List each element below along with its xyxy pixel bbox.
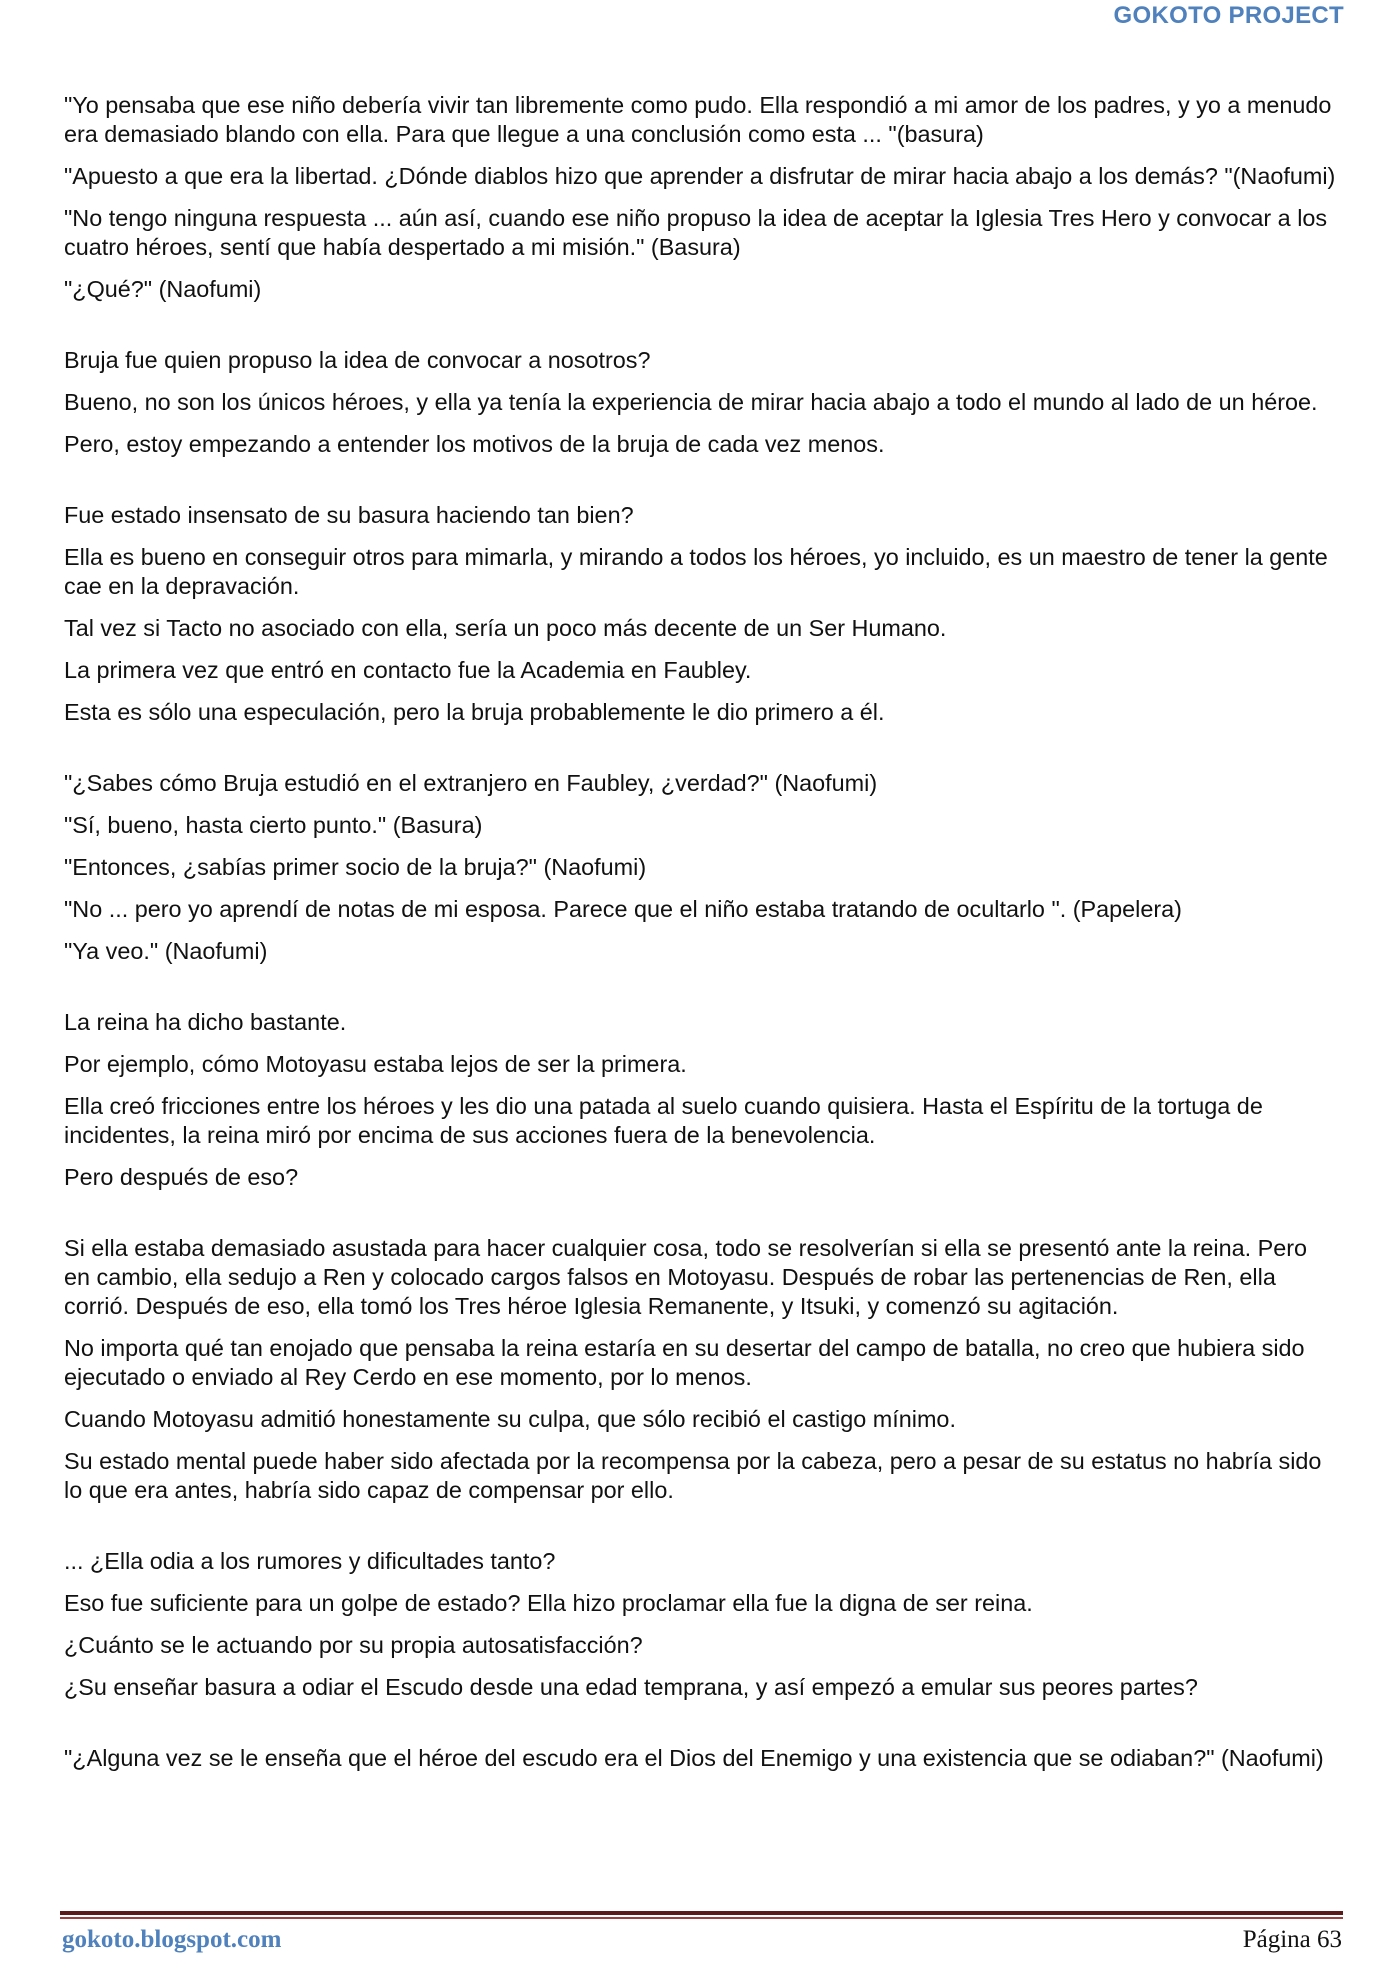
footer-rule-thick <box>60 1911 1343 1915</box>
paragraph: ... ¿Ella odia a los rumores y dificultades tanto? <box>64 1548 556 1574</box>
paragraph: Pero, estoy empezando a entender los motivos de la bruja de cada vez menos. <box>64 431 885 457</box>
paragraph: "Ya veo." (Naofumi) <box>64 938 268 964</box>
paragraph: Ella creó fricciones entre los héroes y les dio una patada al suelo cuando quisiera. Hasta el Espíritu de la tortuga de incidentes, la reina miró por encima de sus acciones fuera de la benevolencia. <box>64 1093 1263 1148</box>
paragraph: "Entonces, ¿sabías primer socio de la bruja?" (Naofumi) <box>64 854 647 880</box>
footer-site-link[interactable]: gokoto.blogspot.com <box>62 1926 282 1953</box>
paragraph: Fue estado insensato de su basura haciendo tan bien? <box>64 502 634 528</box>
paragraph: Su estado mental puede haber sido afectada por la recompensa por la cabeza, pero a pesar de su estatus no habría sido lo que era antes, habría sido capaz de compensar por ello. <box>64 1448 1322 1503</box>
paragraph: ¿Su enseñar basura a odiar el Escudo desde una edad temprana, y así empezó a emular sus peores partes? <box>64 1674 1198 1700</box>
paragraph: Bueno, no son los únicos héroes, y ella ya tenía la experiencia de mirar hacia abajo a todo el mundo al lado de un héroe. <box>64 389 1318 415</box>
page-body <box>64 91 1339 1773</box>
footer-rule <box>60 1911 1343 1919</box>
paragraph: No importa qué tan enojado que pensaba la reina estaría en su desertar del campo de batalla, no creo que hubiera sido ejecutado o enviado al Rey Cerdo en ese momento, por lo menos. <box>64 1335 1305 1390</box>
paragraph: Bruja fue quien propuso la idea de convocar a nosotros? <box>64 347 651 373</box>
header-brand: GOKOTO PROJECT <box>1113 2 1344 29</box>
paragraph: "No ... pero yo aprendí de notas de mi esposa. Parece que el niño estaba tratando de ocultarlo ". (Papelera) <box>64 896 1182 922</box>
paragraph: Pero después de eso? <box>64 1164 299 1190</box>
paragraph: "Yo pensaba que ese niño debería vivir tan libremente como pudo. Ella respondió a mi amor de los padres, y yo a menudo era demasiado blando con ella. Para que llegue a una conclusión como esta ... "(basura) <box>64 92 1332 147</box>
paragraph: "Apuesto a que era la libertad. ¿Dónde diablos hizo que aprender a disfrutar de mirar hacia abajo a los demás? "(Naofumi) <box>64 163 1336 189</box>
paragraph: "¿Qué?" (Naofumi) <box>64 276 262 302</box>
page-number: Página 63 <box>1242 1926 1342 1953</box>
paragraph: Tal vez si Tacto no asociado con ella, sería un poco más decente de un Ser Humano. <box>64 615 947 641</box>
paragraph: "No tengo ninguna respuesta ... aún así, cuando ese niño propuso la idea de aceptar la Iglesia Tres Hero y convocar a los cuatro héroes, sentí que había despertado a mi misión." (Basura) <box>64 205 1328 260</box>
paragraph: La reina ha dicho bastante. <box>64 1009 347 1035</box>
paragraph: Ella es bueno en conseguir otros para mimarla, y mirando a todos los héroes, yo incluido, es un maestro de tener la gente cae en la depravación. <box>64 544 1328 599</box>
paragraph: "¿Alguna vez se le enseña que el héroe del escudo era el Dios del Enemigo y una existencia que se odiaban?" (Naofumi) <box>64 1745 1324 1771</box>
paragraph: Eso fue suficiente para un golpe de estado? Ella hizo proclamar ella fue la digna de ser reina. <box>64 1590 1033 1616</box>
paragraph: Por ejemplo, cómo Motoyasu estaba lejos de ser la primera. <box>64 1051 687 1077</box>
paragraph: ¿Cuánto se le actuando por su propia autosatisfacción? <box>64 1632 643 1658</box>
paragraph: "¿Sabes cómo Bruja estudió en el extranjero en Faubley, ¿verdad?" (Naofumi) <box>64 770 878 796</box>
paragraph: Cuando Motoyasu admitió honestamente su culpa, que sólo recibió el castigo mínimo. <box>64 1406 956 1432</box>
paragraph: La primera vez que entró en contacto fue la Academia en Faubley. <box>64 657 752 683</box>
paragraph: "Sí, bueno, hasta cierto punto." (Basura) <box>64 812 483 838</box>
paragraph: Esta es sólo una especulación, pero la bruja probablemente le dio primero a él. <box>64 699 885 725</box>
paragraph: Si ella estaba demasiado asustada para hacer cualquier cosa, todo se resolverían si ella se presentó ante la reina. Pero en cambio, ella sedujo a Ren y colocado cargos falsos en Motoyasu. Después de robar las pertenencias de Ren, ella corrió. Después de eso, ella tomó los Tres héroe Iglesia Remanente, y Itsuki, y comenzó su agitación. <box>64 1235 1308 1319</box>
footer-rule-thin <box>60 1917 1343 1919</box>
